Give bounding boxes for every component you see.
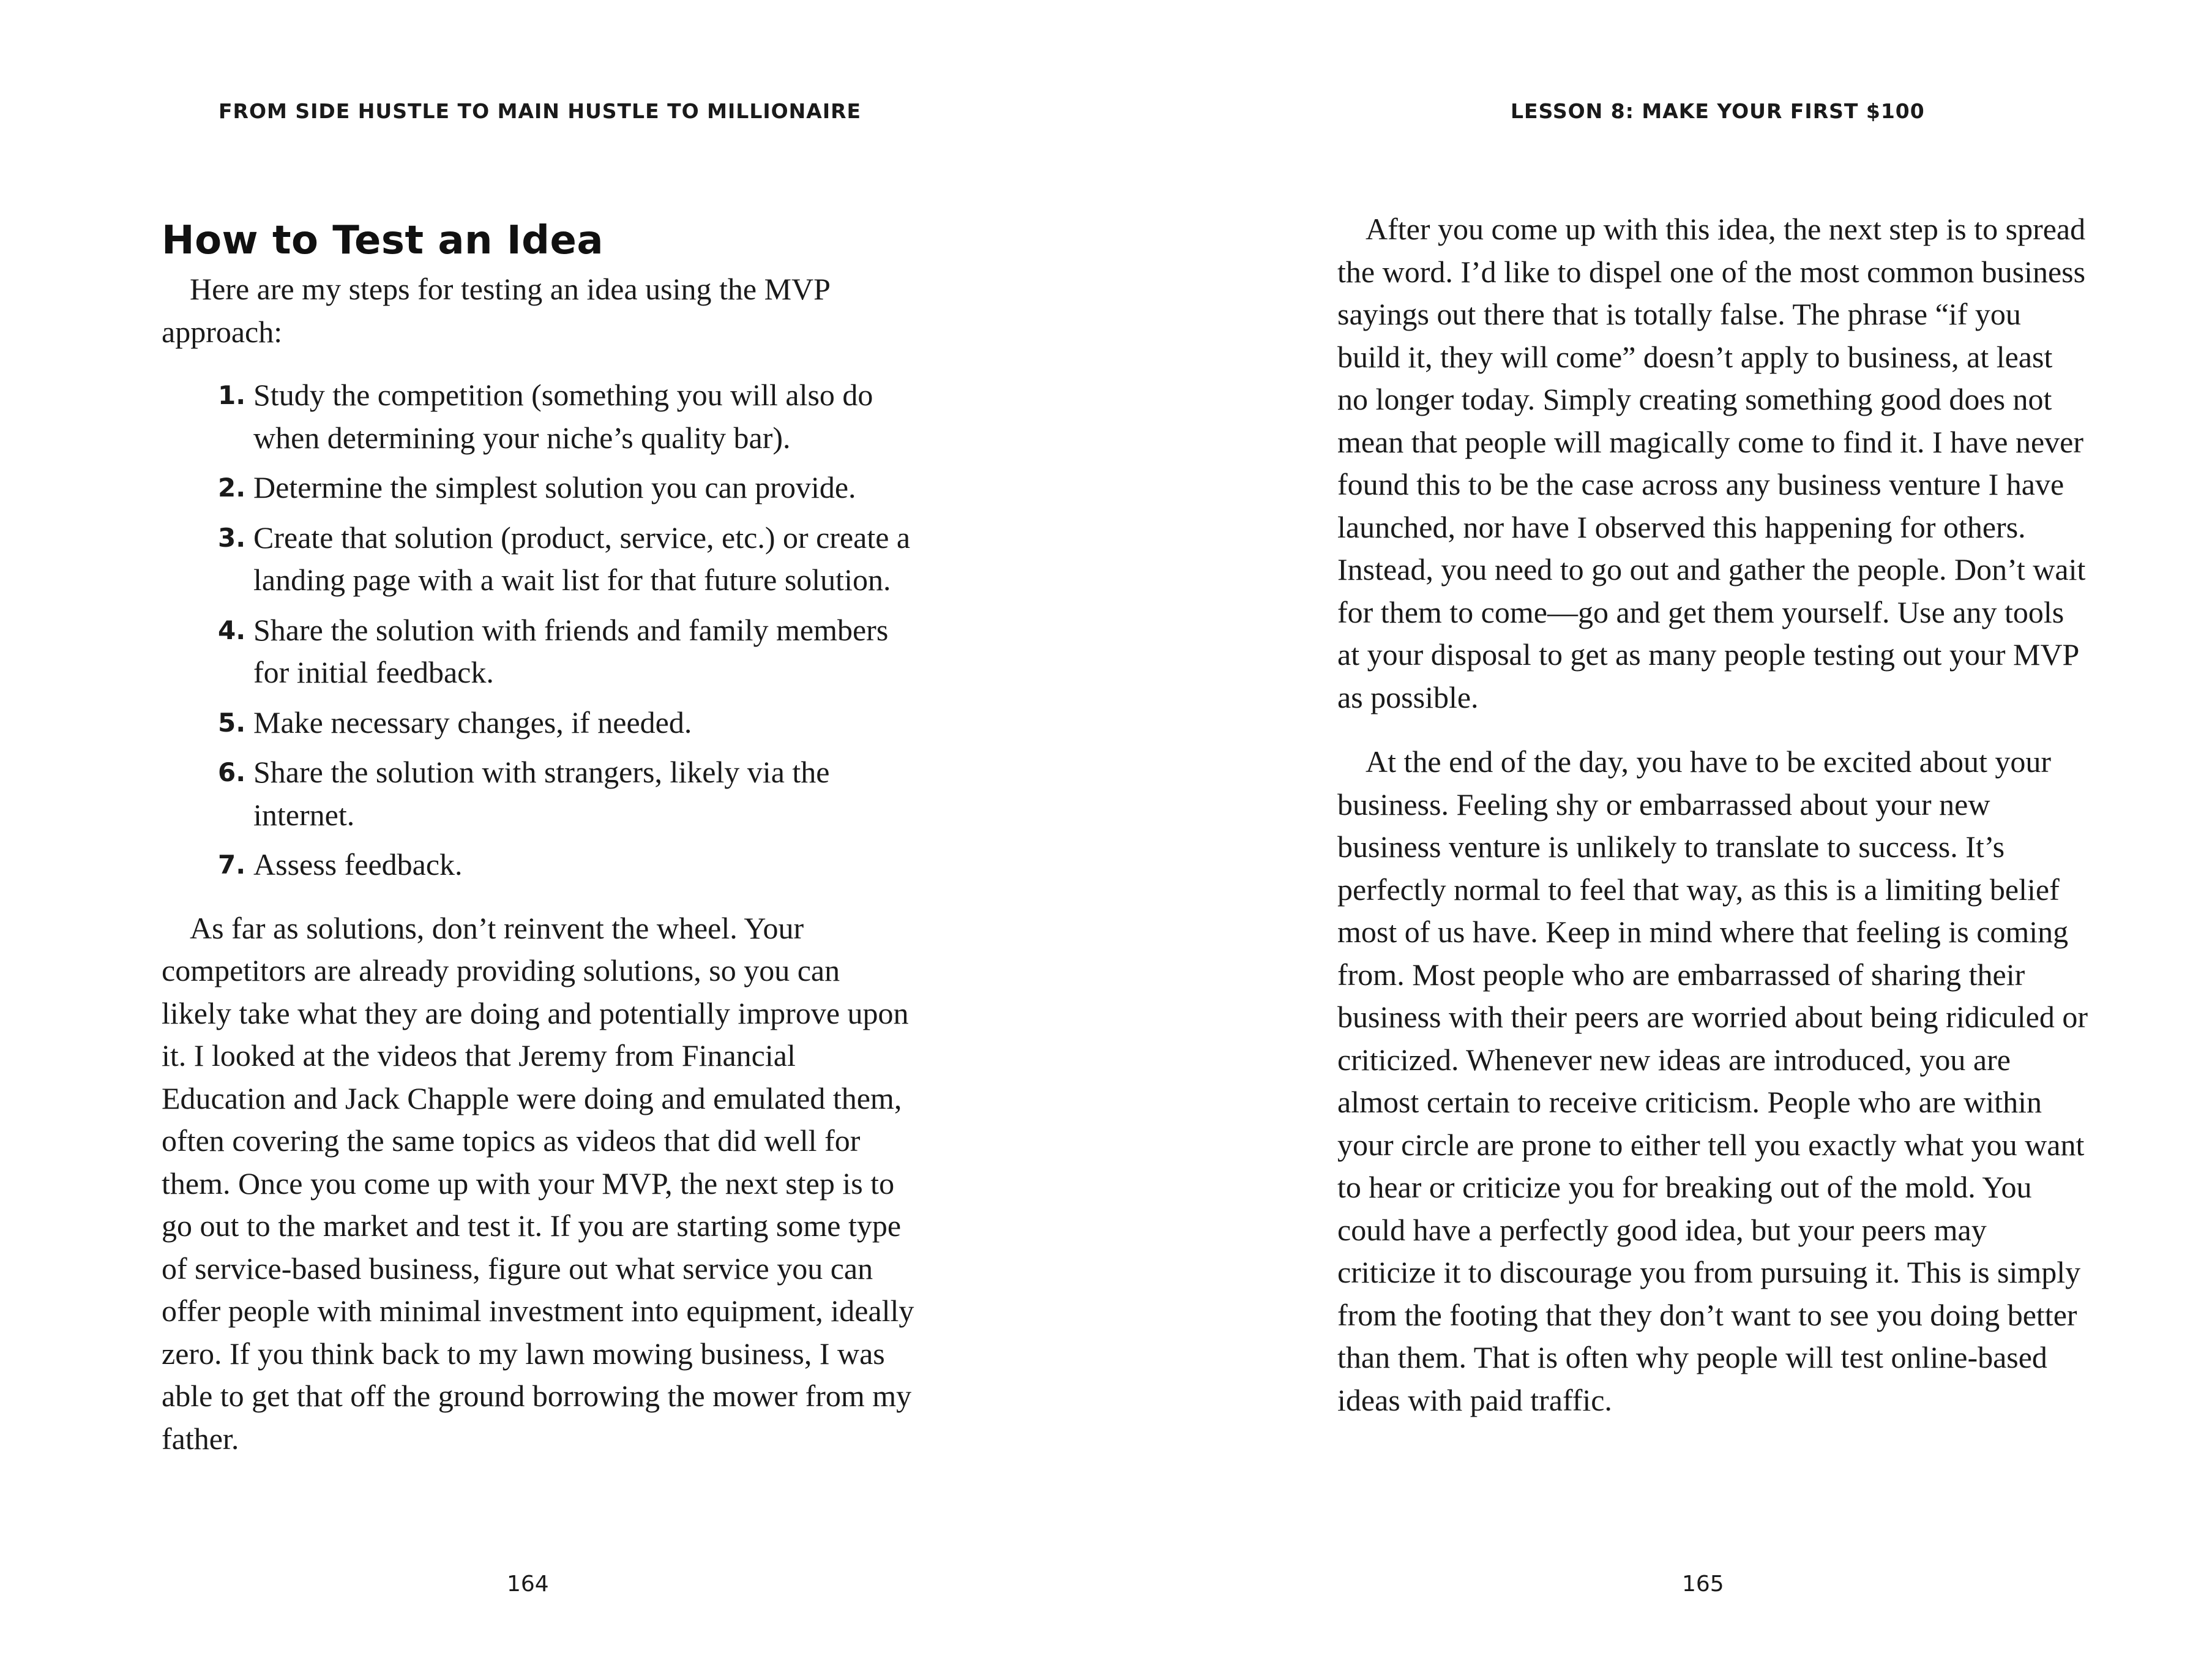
- list-item: [218, 751, 914, 836]
- section-heading: How to Test an Idea: [162, 218, 604, 263]
- running-head-right: LESSON 8: MAKE YOUR FIRST $100: [1511, 99, 1925, 123]
- page-number-right: 165: [1682, 1572, 1724, 1597]
- body-paragraph: After you come up with this idea, the next step is to spread the word. I’d like to dispel one of the most common business sayings out there that is totally false. The phrase “if you build it, they will come” doesn’t apply to business, at least no longer today. Simply creating something good does not mean that people will magically come to find it. I have never found this to be the case across any business venture I have launched, nor have I observed this happening for others. Instead, you need to go out and gather the people. Don’t wait for them to come—go and get them yourself. Use any tools at your disposal to get as many people testing out your MVP as possible.: [1337, 212, 2086, 714]
- intro-paragraph: Here are my steps for testing an idea using the MVP approach:: [162, 272, 830, 349]
- page-number-left: 164: [507, 1572, 549, 1597]
- step-text: Study the competition (something you will also do when determining your niche’s quality bar).: [253, 378, 873, 455]
- list-item: [218, 609, 914, 694]
- step-number: 1.: [218, 380, 246, 410]
- left-text-block: [162, 208, 914, 1460]
- body-paragraph: At the end of the day, you have to be excited about your business. Feeling shy or embarrassed about your new business venture is unlikely to translate to success. It’s perfectly normal to feel that way, as this is a limiting belief most of us have. Keep in mind where that feeling is coming from. Most people who are embarrassed of sharing their business with their peers are worried about being ridiculed or criticized. Whenever new ideas are introduced, you are almost certain to receive criticism. People who are within your circle are prone to either tell you exactly what you want to hear or criticize you for breaking out of the mold. You could have a perfectly good idea, but your peers may criticize it to discourage you from pursuing it. This is simply from the footing that they don’t want to see you doing better than them. That is often why people will test online-based ideas with paid traffic.: [1337, 744, 2088, 1417]
- step-number: 7.: [218, 850, 246, 880]
- step-text: Create that solution (product, service, etc.) or create a landing page with a wait list for that future solution.: [253, 520, 911, 597]
- list-item: [218, 374, 914, 459]
- running-head-left: FROM SIDE HUSTLE TO MAIN HUSTLE TO MILLIONAIRE: [219, 99, 862, 123]
- list-item: [218, 466, 914, 509]
- step-number: 2.: [218, 473, 246, 503]
- list-item: [218, 702, 914, 744]
- list-item: [218, 844, 914, 886]
- step-text: Share the solution with friends and family members for initial feedback.: [253, 612, 889, 689]
- step-number: 6.: [218, 757, 246, 787]
- step-text: Share the solution with strangers, likely via the internet.: [253, 755, 830, 832]
- step-number: 5.: [218, 707, 246, 738]
- steps-list: [162, 374, 914, 886]
- right-text-block: [1337, 208, 2090, 1422]
- step-text: Make necessary changes, if needed.: [253, 705, 692, 740]
- step-number: 3.: [218, 522, 246, 553]
- step-text: Assess feedback.: [253, 847, 463, 882]
- body-paragraph: As far as solutions, don’t reinvent the wheel. Your competitors are already providing solutions, so you can likely take what they are doing and potentially improve upon it. I looked at the videos that Jeremy from Financial Education and Jack Chapple were doing and emulated them, often covering the same topics as videos that did well for them. Once you come up with your MVP, the next step is to go out to the market and test it. If you are starting some type of service-based business, figure out what service you can offer people with minimal investment into equipment, ideally zero. If you think back to my lawn mowing business, I was able to get that off the ground borrowing the mower from my father.: [162, 910, 914, 1456]
- step-text: Determine the simplest solution you can provide.: [253, 470, 856, 504]
- list-item: [218, 517, 914, 602]
- step-number: 4.: [218, 615, 246, 645]
- right-page: [1106, 0, 2212, 1656]
